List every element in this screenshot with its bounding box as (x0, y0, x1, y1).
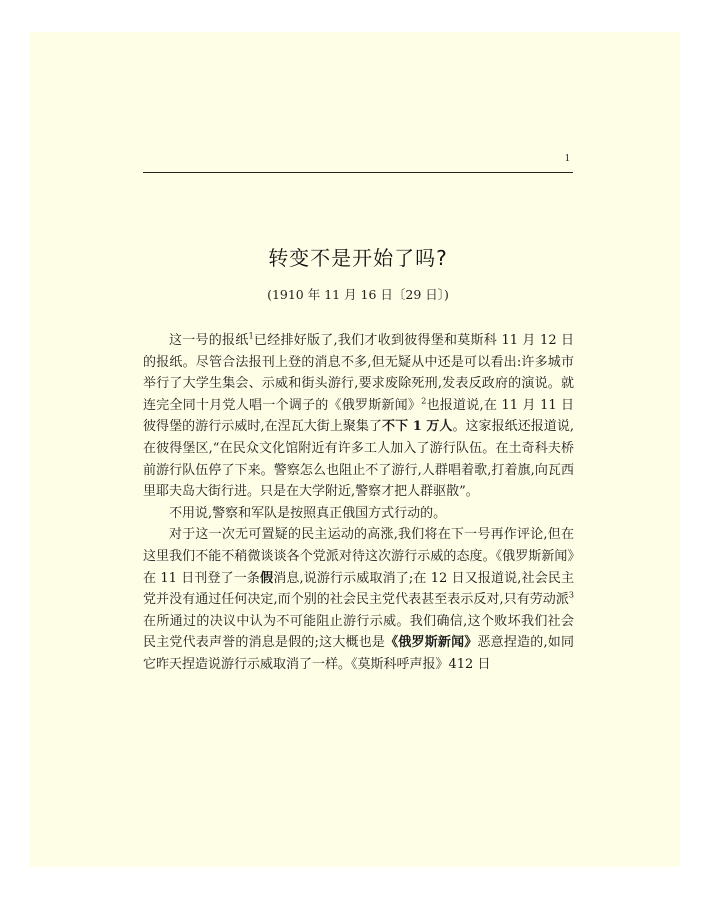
footnote-marker: 3 (568, 590, 574, 600)
emphasis-text: 不下 1 万人 (382, 419, 453, 435)
footnote-marker: 1 (248, 331, 254, 341)
paragraph-text: 消息,说游行示威取消了;在 12 日又报道说,社会民主党并没有通过任何决定,而个别的社会民主党代表甚至表示反对,只有劳动派 (143, 570, 574, 608)
footnote-marker: 2 (421, 396, 427, 406)
body-paragraph (143, 503, 574, 525)
article-date: (1910 年 11 月 16 日〔29 日〕) (267, 287, 449, 302)
paragraph-text: 。这家报纸还报道说,在彼得堡区,“在民众文化馆附近有许多工人加入了游行队伍。在土奇科夫桥前游行队伍停了下来。警察怎么也阻止不了游行,人群唱着歌,打着旗,向瓦西里耶夫岛大街行进。只是在大学附近,警察才把人群驱散”。 (143, 419, 574, 500)
book-page (30, 32, 680, 867)
body-paragraph (143, 330, 574, 503)
paragraph-text: 不用说,警察和军队是按照真正俄国方式行动的。 (169, 505, 447, 521)
emphasis-text: 《俄罗斯新闻》 (385, 635, 478, 651)
paragraph-text: 对于这一次无可置疑的民主运动的高涨,我们将在下一号再作评论,但在这里我们不能不稍微谈谈各个党派对待这次游行示威的态度。《俄罗斯新闻》在 11 日刊登了一条 (143, 527, 574, 586)
paragraph-text: 也报道说,在 11 月 11 日彼得堡的游行示威时,在涅瓦大街上聚集了 (143, 397, 574, 435)
article-title: 转变不是开始了吗? (268, 246, 448, 270)
paragraph-text: 恶意捏造的,如同它昨天捏造说游行示威取消了一样。《莫斯科呼声报》412 日 (143, 635, 574, 672)
paragraph-text: 在所通过的决议中认为不可能阻止游行示威。我们确信,这个败坏我们社会民主党代表声誉的消息是假的;这大概也是 (143, 613, 574, 651)
article-body (143, 330, 574, 676)
emphasis-text: 假 (260, 570, 274, 586)
paragraph-text: 已经排好版了,我们才收到彼得堡和莫斯科 11 月 12 日的报纸。尽管合法报刊上登的消息不多,但无疑从中还是可以看出:许多城市举行了大学生集会、示威和街头游行,要求废除死刑,发表反政府的演说。就连完全同十月党人唱一个调子的《俄罗斯新闻》 (143, 333, 574, 413)
paragraph-text: 这一号的报纸 (169, 333, 249, 348)
body-paragraph (143, 524, 574, 675)
header-rule (143, 172, 573, 173)
page-number: 1 (564, 152, 570, 164)
